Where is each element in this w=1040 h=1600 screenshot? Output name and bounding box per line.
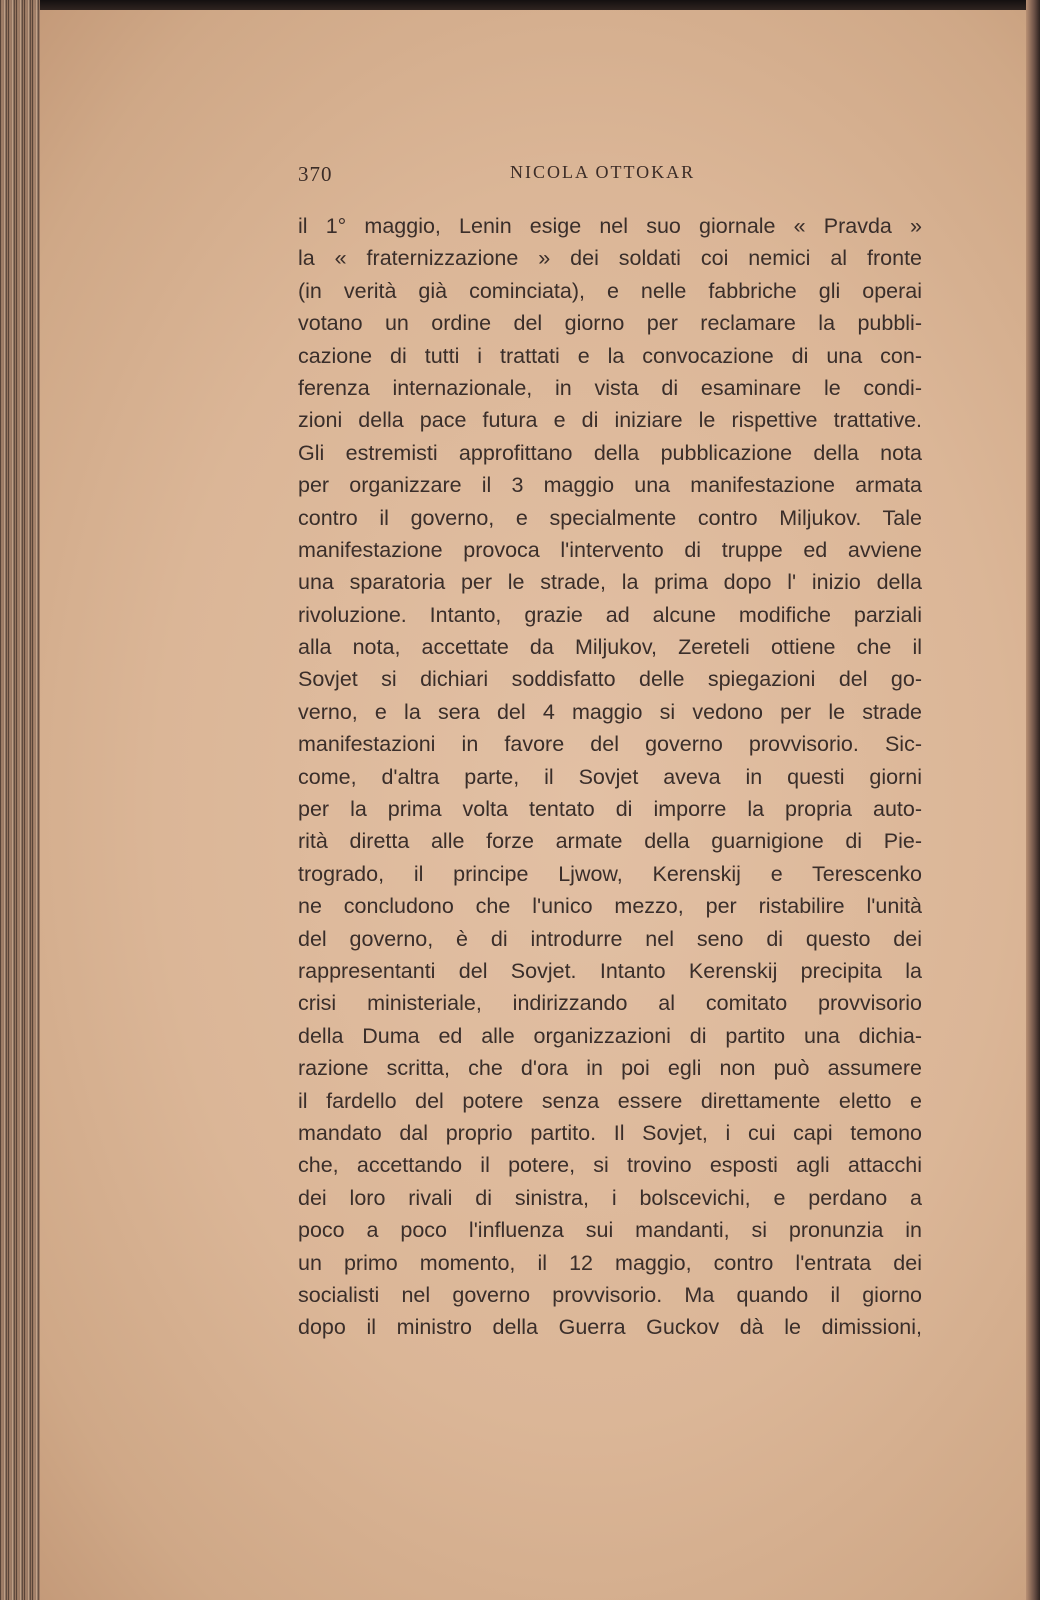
text-line: cazione di tutti i trattati e la convocazione di una con- <box>298 343 922 368</box>
text-line: trogrado, il principe Ljwow, Kerenskij e Terescenko <box>298 861 922 886</box>
text-line: manifestazione provoca l'intervento di truppe ed avviene <box>298 537 922 562</box>
text-line: crisi ministeriale, indirizzando al comitato provvisorio <box>298 991 922 1016</box>
text-line: votano un ordine del giorno per reclamare la pubbli- <box>298 311 922 336</box>
running-head: NICOLA OTTOKAR <box>510 162 696 182</box>
page-number: 370 <box>298 162 333 186</box>
book-spine-edge <box>0 0 40 1600</box>
text-line: rappresentanti del Sovjet. Intanto Kerenskij precipita la <box>298 958 922 983</box>
text-line: Sovjet si dichiari soddisfatto delle spiegazioni del go- <box>298 667 922 692</box>
text-line: rità diretta alle forze armate della guarnigione di Pie- <box>298 829 922 854</box>
text-line: zioni della pace futura e di iniziare le rispettive trattative. <box>298 408 922 433</box>
text-line: una sparatoria per le strade, la prima dopo l' inizio della <box>298 570 922 595</box>
right-page-edge <box>1026 0 1040 1600</box>
text-line: la « fraternizzazione » dei soldati coi nemici al fronte <box>298 246 922 271</box>
text-line: verno, e la sera del 4 maggio si vedono per le strade <box>298 699 922 724</box>
text-line: il 1° maggio, Lenin esige nel suo giornale « Pravda » <box>298 214 922 238</box>
text-line: ne concludono che l'unico mezzo, per ristabilire l'unità <box>298 894 922 919</box>
text-line: rivoluzione. Intanto, grazie ad alcune modifiche parziali <box>298 602 922 627</box>
text-line: del governo, è di introdurre nel seno di questo dei <box>298 926 922 951</box>
text-line: dei loro rivali di sinistra, i bolscevichi, e perdano a <box>298 1185 922 1210</box>
page-header <box>298 162 712 192</box>
text-line: Gli estremisti approfittano della pubblicazione della nota <box>298 440 922 465</box>
text-line: razione scritta, che d'ora in poi egli non può assumere <box>298 1056 922 1081</box>
text-line: che, accettando il potere, si trovino esposti agli attacchi <box>298 1153 922 1178</box>
text-line: alla nota, accettate da Miljukov, Zereteli ottiene che il <box>298 635 922 660</box>
text-line: ferenza internazionale, in vista di esaminare le condi- <box>298 375 922 400</box>
text-line: contro il governo, e specialmente contro Miljukov. Tale <box>298 505 922 530</box>
text-line: socialisti nel governo provvisorio. Ma quando il giorno <box>298 1282 922 1307</box>
text-line: un primo momento, il 12 maggio, contro l'entrata dei <box>298 1250 922 1275</box>
text-line: per organizzare il 3 maggio una manifestazione armata <box>298 473 922 498</box>
text-line: come, d'altra parte, il Sovjet aveva in questi giorni <box>298 764 922 789</box>
text-line: della Duma ed alle organizzazioni di partito una dichia- <box>298 1023 922 1048</box>
text-line: manifestazioni in favore del governo provvisorio. Sic- <box>298 732 922 757</box>
text-line: poco a poco l'influenza sui mandanti, si pronunzia in <box>298 1218 922 1243</box>
text-line: mandato dal proprio partito. Il Sovjet, i cui capi temono <box>298 1120 922 1145</box>
body-text <box>298 210 922 1344</box>
text-line: il fardello del potere senza essere direttamente eletto e <box>298 1088 922 1113</box>
text-line: dopo il ministro della Guerra Guckov dà le dimissioni, <box>298 1315 922 1340</box>
text-line: (in verità già cominciata), e nelle fabbriche gli operai <box>298 278 922 303</box>
text-line: per la prima volta tentato di imporre la propria auto- <box>298 797 922 822</box>
